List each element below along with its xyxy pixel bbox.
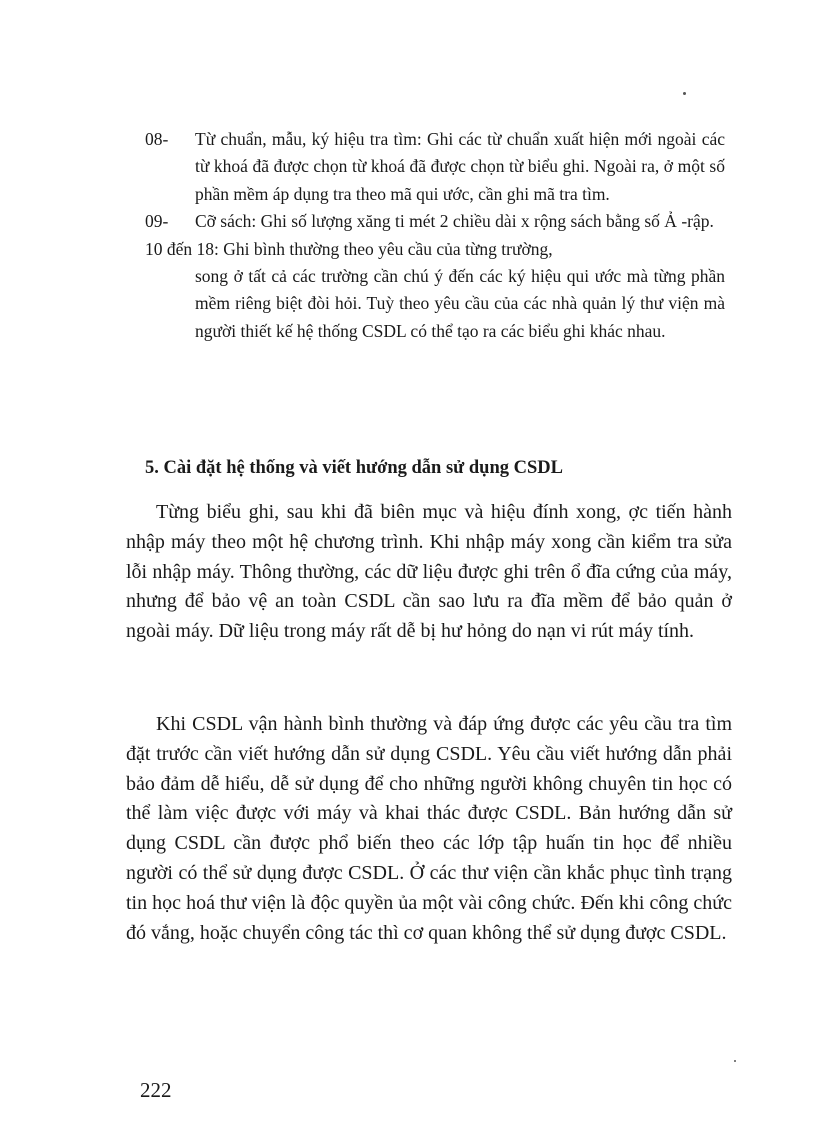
- scan-speck: [683, 92, 686, 95]
- list-item-label: 10 đến 18:: [145, 238, 219, 259]
- list-item-text: Cỡ sách: Ghi số lượng xăng ti mét 2 chiều dài x rộng sách bằng số Ả -rập.: [195, 211, 714, 232]
- scan-speck: [734, 1060, 736, 1062]
- list-item-text-first-line: Ghi bình thường theo yêu cầu của từng trường,: [223, 238, 553, 259]
- list-item: [145, 126, 725, 208]
- field-list: [145, 126, 725, 345]
- body-paragraph: Từng biểu ghi, sau khi đã biên mục và hiệu đính xong, ợc tiến hành nhập máy theo một hệ chương trình. Khi nhập máy xong cần kiểm tra sửa lỗi nhập máy. Thông thường, các dữ liệu được ghi trên ổ đĩa cứng của máy, nhưng để bảo vệ an toàn CSDL cần sao lưu ra đĩa mềm để bảo quản ở ngoài máy. Dữ liệu trong máy rất dễ bị hư hỏng do nạn vi rút máy tính.: [126, 501, 732, 643]
- list-item-text-continuation: song ở tất cả các trường cần chú ý đến các ký hiệu qui ước mà từng phần mềm riêng biệt đòi hỏi. Tuỳ theo yêu cầu của các nhà quản lý thư viện mà người thiết kế hệ thống CSDL có thể tạo ra các biểu ghi khác nhau.: [195, 266, 725, 341]
- body-paragraph: Khi CSDL vận hành bình thường và đáp ứng được các yêu cầu tra tìm đặt trước cần viết hướng dẫn sử dụng CSDL. Yêu cầu viết hướng dẫn phải bảo đảm dễ hiểu, dễ sử dụng để cho những người không chuyên tin học có thể làm việc được với máy và khai thác được CSDL. Bản hướng dẫn sử dụng CSDL cần được phổ biến theo các lớp tập huấn tin học để nhiều người có thể sử dụng được CSDL. Ở các thư viện cần khắc phục tình trạng tin học hoá thư viện là độc quyền ủa một vài công chức. Đến khi công chức đó vắng, hoặc chuyển công tác thì cơ quan không thể sử dụng được CSDL.: [126, 713, 732, 944]
- list-item: [145, 208, 725, 235]
- section-heading: 5. Cài đặt hệ thống và viết hướng dẫn sử dụng CSDL: [145, 458, 563, 478]
- list-item-text: [145, 236, 725, 263]
- list-item: [145, 236, 725, 346]
- list-item-text: Từ chuẩn, mẫu, ký hiệu tra tìm: Ghi các từ chuẩn xuất hiện mới ngoài các từ khoá đã được chọn từ khoá đã được chọn từ biểu ghi. Ngoài ra, ở một số phần mềm áp dụng tra theo mã qui ước, cần ghi mã tra tìm.: [195, 129, 725, 204]
- page-number: 222: [140, 1078, 172, 1102]
- list-item-label: 09-: [145, 211, 169, 232]
- list-item-label: 08-: [145, 129, 169, 149]
